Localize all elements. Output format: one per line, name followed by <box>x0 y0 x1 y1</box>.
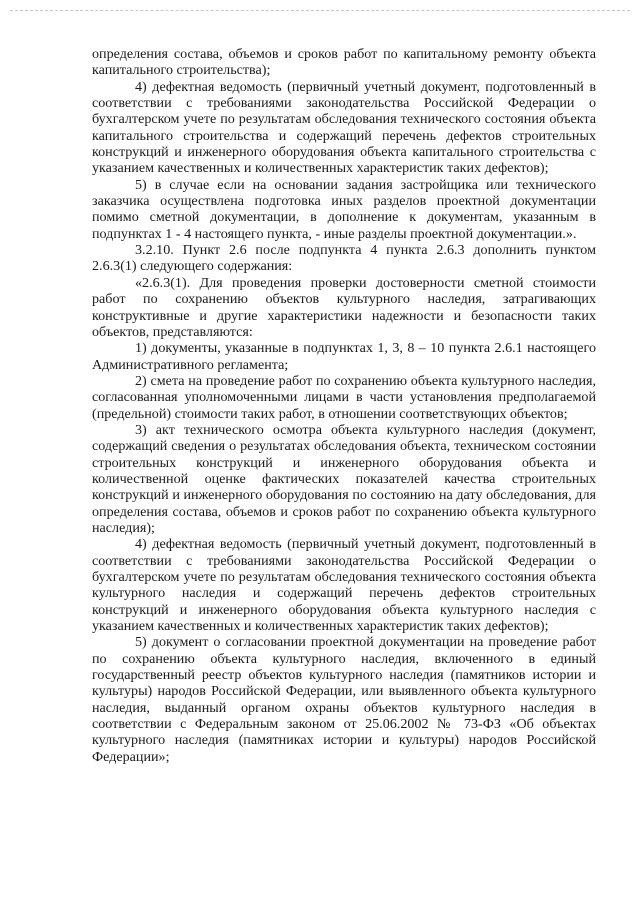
paragraph-continuation: определения состава, объемов и сроков работ по капитальному ремонту объекта капитального строительства); <box>92 46 596 79</box>
paragraph-heritage-item-2: 2) смета на проведение работ по сохранению объекта культурного наследия, согласованная уполномоченными лицами в части установления предполагаемой (предельной) стоимости таких работ, в отношении соответствующих объектов; <box>92 372 596 422</box>
paragraph-clause-2-6-3-1: «2.6.3(1). Для проведения проверки достоверности сметной стоимости работ по сохранению объектов культурного наследия, затрагивающих конструктивные и другие характеристики надежности и безопасности таких объектов, представляются: <box>92 274 596 340</box>
paragraph-heritage-item-1: 1) документы, указанные в подпунктах 1, 3, 8 – 10 пункта 2.6.1 настоящего Административного регламента; <box>92 340 596 373</box>
paragraph-heritage-item-4: 4) дефектная ведомость (первичный учетный документ, подготовленный в соответствии с требованиями законодательства Российской Федерации о бухгалтерском учете по результатам обследования технического состояния объекта культурного наследия и содержащий перечень дефектов строительных конструкций и инженерного оборудования объекта культурного наследия с указанием качественных и количественных характеристик таких дефектов); <box>92 536 596 635</box>
paragraph-heritage-item-3: 3) акт технического осмотра объекта культурного наследия (документ, содержащий сведения о результатах обследования объекта, техническом состоянии строительных конструкций и инженерного оборудования объекта и количественной оценке фактических показателей качества строительных конструкций и инженерного оборудования по состоянию на дату обследования, для определения состава, объемов и сроков работ по сохранению объекта культурного наследия); <box>92 421 596 536</box>
document-body <box>92 46 596 765</box>
paragraph-heritage-item-5: 5) документ о согласовании проектной документации на проведение работ по сохранению объекта культурного наследия, включенного в единый государственный реестр объектов культурного наследия (памятников истории и культуры) народов Российской Федерации, или выявленного объекта культурного наследия, выданный органом охраны объектов культурного наследия в соответствии с Федеральным законом от 25.06.2002 № 73-ФЗ «Об объектах культурного наследия (памятниках истории и культуры) народов Российской Федерации»; <box>92 634 596 765</box>
scan-top-edge <box>10 10 630 11</box>
paragraph-item-4-defect-list: 4) дефектная ведомость (первичный учетный документ, подготовленный в соответствии с требованиями законодательства Российской Федерации о бухгалтерском учете по результатам обследования технического состояния объекта капитального строительства и содержащий перечень дефектов строительных конструкций и инженерного оборудования объекта капитального строительства с указанием качественных и количественных характеристик таких дефектов); <box>92 78 596 177</box>
paragraph-clause-3-2-10: 3.2.10. Пункт 2.6 после подпункта 4 пункта 2.6.3 дополнить пунктом 2.6.3(1) следующего содержания: <box>92 242 596 275</box>
paragraph-item-5-other-sections: 5) в случае если на основании задания застройщика или технического заказчика осуществлена подготовка иных разделов проектной документации помимо сметной документации, в дополнение к документам, указанным в подпунктах 1 - 4 настоящего пункта, - иные разделы проектной документации.». <box>92 176 596 242</box>
